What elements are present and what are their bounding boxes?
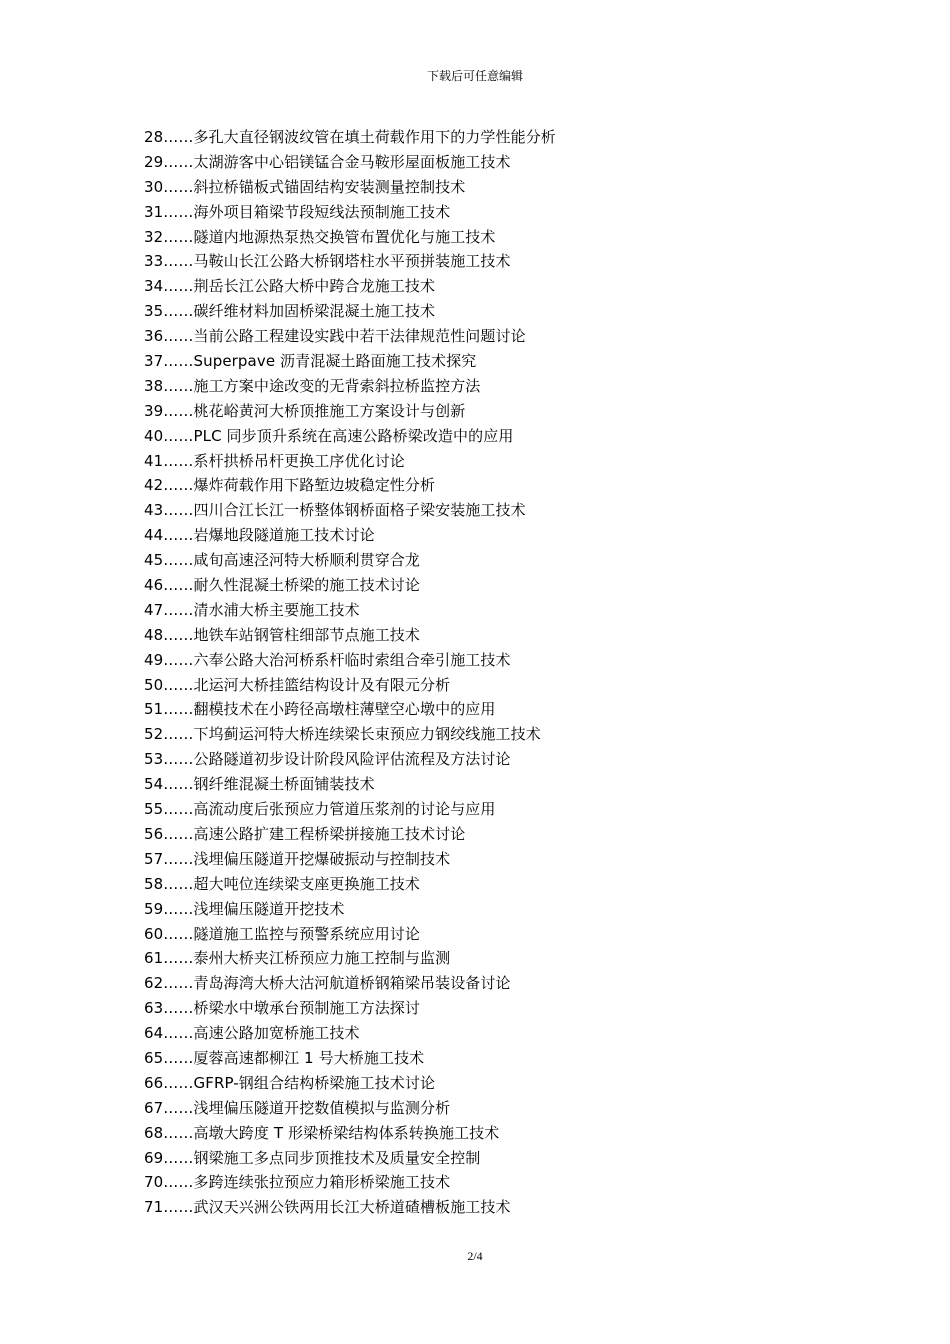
list-item: 62……青岛海湾大桥大沽河航道桥钢箱梁吊装设备讨论 — [144, 974, 511, 993]
list-item: 65……厦蓉高速都柳江 1 号大桥施工技术 — [144, 1048, 425, 1067]
page-number: 2/4 — [467, 1249, 483, 1263]
list-item: 70……多跨连续张拉预应力箱形桥梁施工技术 — [144, 1173, 451, 1192]
list-item: 42……爆炸荷载作用下路堑边坡稳定性分析 — [144, 476, 436, 495]
list-item: 49……六奉公路大治河桥系杆临时索组合牵引施工技术 — [144, 650, 511, 669]
list-item: 47……清水浦大桥主要施工技术 — [144, 600, 360, 619]
list-item: 40……PLC 同步顶升系统在高速公路桥梁改造中的应用 — [144, 426, 514, 445]
list-item: 59……浅埋偏压隧道开挖技术 — [144, 899, 345, 918]
page-header: 下载后可任意编辑 — [426, 69, 523, 83]
list-item: 48……地铁车站钢管柱细部节点施工技术 — [144, 625, 420, 644]
list-item: 29……太湖游客中心铝镁锰合金马鞍形屋面板施工技术 — [144, 152, 511, 171]
list-item: 51……翻模技术在小跨径高墩柱薄壁空心墩中的应用 — [144, 700, 496, 719]
list-item: 30……斜拉桥锚板式锚固结构安装测量控制技术 — [144, 177, 466, 196]
list-item: 67……浅埋偏压隧道开挖数值模拟与监测分析 — [144, 1098, 451, 1117]
list-item: 36……当前公路工程建设实践中若干法律规范性问题讨论 — [144, 327, 526, 346]
list-item: 57……浅埋偏压隧道开挖爆破振动与控制技术 — [144, 849, 451, 868]
list-item: 69……钢梁施工多点同步顶推技术及质量安全控制 — [144, 1148, 481, 1167]
list-item: 63……桥梁水中墩承台预制施工方法探讨 — [144, 999, 420, 1018]
list-item: 28……多孔大直径钢波纹管在填土荷载作用下的力学性能分析 — [144, 128, 556, 146]
list-item: 56……高速公路扩建工程桥梁拼接施工技术讨论 — [144, 824, 466, 843]
list-item: 34……荆岳长江公路大桥中跨合龙施工技术 — [144, 277, 436, 296]
list-item: 45……咸旬高速泾河特大桥顺利贯穿合龙 — [144, 551, 420, 570]
list-item: 64……高速公路加宽桥施工技术 — [144, 1024, 360, 1043]
list-item: 61……泰州大桥夹江桥预应力施工控制与监测 — [144, 949, 451, 968]
list-item: 68……高墩大跨度 T 形梁桥梁结构体系转换施工技术 — [144, 1123, 500, 1142]
list-item: 39……桃花峪黄河大桥顶推施工方案设计与创新 — [144, 401, 466, 420]
list-item: 46……耐久性混凝土桥梁的施工技术讨论 — [144, 576, 420, 595]
list-item: 44……岩爆地段隧道施工技术讨论 — [144, 526, 375, 545]
list-item: 37……Superpave 沥青混凝土路面施工技术探究 — [144, 352, 477, 371]
list-item: 60……隧道施工监控与预警系统应用讨论 — [144, 924, 420, 943]
list-item: 50……北运河大桥挂篮结构设计及有限元分析 — [144, 675, 451, 694]
list-item: 38……施工方案中途改变的无背索斜拉桥监控方法 — [144, 376, 481, 395]
list-item: 32……隧道内地源热泵热交换管布置优化与施工技术 — [144, 227, 496, 246]
list-item: 52……下坞蓟运河特大桥连续梁长束预应力钢绞线施工技术 — [144, 725, 541, 744]
list-item: 33……马鞍山长江公路大桥钢塔柱水平预拼装施工技术 — [144, 252, 511, 271]
list-item: 58……超大吨位连续梁支座更换施工技术 — [144, 874, 420, 893]
list-item: 41……系杆拱桥吊杆更换工序优化讨论 — [144, 451, 405, 470]
list-item: 31……海外项目箱梁节段短线法预制施工技术 — [144, 202, 451, 221]
list-item: 71……武汉天兴洲公铁两用长江大桥道碴槽板施工技术 — [144, 1198, 511, 1217]
list-item: 35……碳纤维材料加固桥梁混凝土施工技术 — [144, 302, 436, 321]
list-item: 53……公路隧道初步设计阶段风险评估流程及方法讨论 — [144, 750, 511, 769]
list-item: 43……四川合江长江一桥整体钢桥面格子梁安装施工技术 — [144, 501, 526, 520]
list-item: 55……高流动度后张预应力管道压浆剂的讨论与应用 — [144, 800, 496, 819]
list-item: 54……钢纤维混凝土桥面铺装技术 — [144, 775, 375, 794]
list-item: 66……GFRP-钢组合结构桥梁施工技术讨论 — [144, 1073, 436, 1092]
article-list — [144, 125, 864, 1220]
